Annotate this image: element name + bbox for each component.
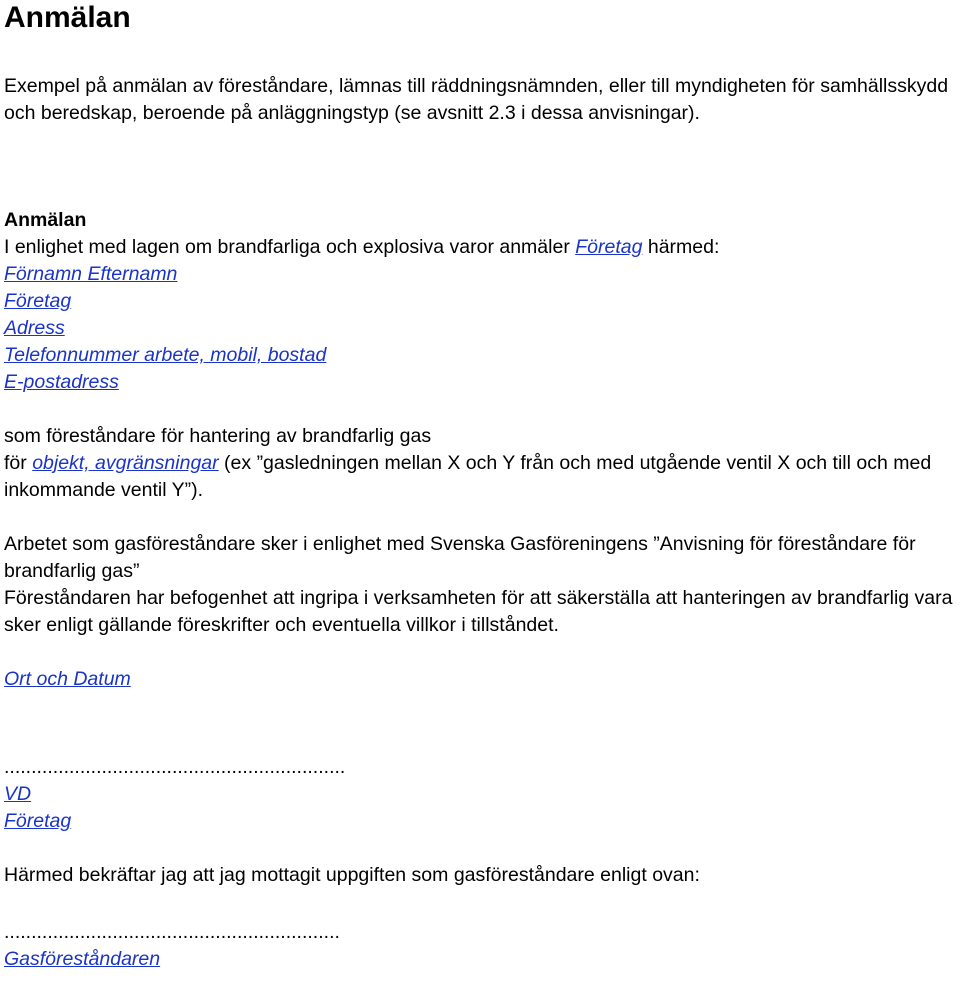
place-date-field[interactable]: Ort och Datum	[4, 668, 131, 690]
address-field[interactable]: Adress	[4, 317, 65, 339]
notice-heading: Anmälan	[4, 209, 87, 231]
vd-role-field[interactable]: VD	[4, 783, 32, 805]
phone-field[interactable]: Telefonnummer arbete, mobil, bostad	[4, 344, 327, 366]
company-field[interactable]: Företag	[4, 290, 72, 312]
gas-manager-role-field[interactable]: Gasföreståndaren	[4, 948, 161, 970]
phone-field-line	[4, 342, 956, 369]
company-field-inline[interactable]: Företag	[575, 236, 643, 258]
notice-section	[4, 207, 956, 396]
work-text: Arbetet som gasföreståndare sker i enlighet med Svenska Gasföreningens ”Anvisning för föreståndare för brandfarlig gas”	[4, 533, 916, 582]
confirmation-text: Härmed bekräftar jag att jag mottagit uppgiften som gasföreståndare enligt ovan:	[4, 864, 700, 886]
scope-section	[4, 423, 956, 504]
scope-line-1: som föreståndare för hantering av brandfarlig gas	[4, 425, 432, 447]
scope-suffix: (ex ”gasledningen mellan X och Y från och med utgående ventil X och till och med inkommande ventil Y”).	[4, 452, 932, 501]
notice-line-suffix: härmed:	[642, 236, 720, 258]
scope-prefix: för	[4, 452, 33, 474]
vd-role-line	[4, 781, 956, 808]
email-field[interactable]: E-postadress	[4, 371, 119, 393]
vd-company-line	[4, 808, 956, 835]
name-field[interactable]: Förnamn Efternamn	[4, 263, 178, 285]
signature-block-vd	[4, 754, 956, 835]
email-field-line	[4, 369, 956, 396]
notice-intro-line	[4, 234, 956, 261]
company-field-line	[4, 288, 956, 315]
name-field-line	[4, 261, 956, 288]
page-title: Anmälan	[4, 1, 131, 34]
scope-line-2	[4, 450, 956, 504]
vd-company-field[interactable]: Företag	[4, 810, 72, 832]
address-field-line	[4, 315, 956, 342]
gas-manager-role-line	[4, 946, 956, 973]
object-boundaries-field[interactable]: objekt, avgränsningar	[32, 452, 219, 474]
signature-block-gas-manager	[4, 919, 956, 973]
authority-text: Föreståndaren har befogenhet att ingripa i verksamheten för att säkerställa att hanteringen av brandfarlig vara sker enligt gällande föreskrifter och eventuella villkor i tillståndet.	[4, 587, 953, 636]
notice-line-prefix: I enlighet med lagen om brandfarliga och explosiva varor anmäler	[4, 236, 576, 258]
signature-dots-vd: ...............................................................	[4, 756, 346, 778]
document	[4, 0, 956, 973]
signature-dots-gas-manager: ..............................................................	[4, 921, 340, 943]
place-date-line	[4, 666, 956, 693]
work-section	[4, 531, 956, 639]
intro-paragraph: Exempel på anmälan av föreståndare, lämnas till räddningsnämnden, eller till myndigheten för samhällsskydd och beredskap, beroende på anläggningstyp (se avsnitt 2.3 i dessa anvisningar).	[4, 75, 949, 124]
